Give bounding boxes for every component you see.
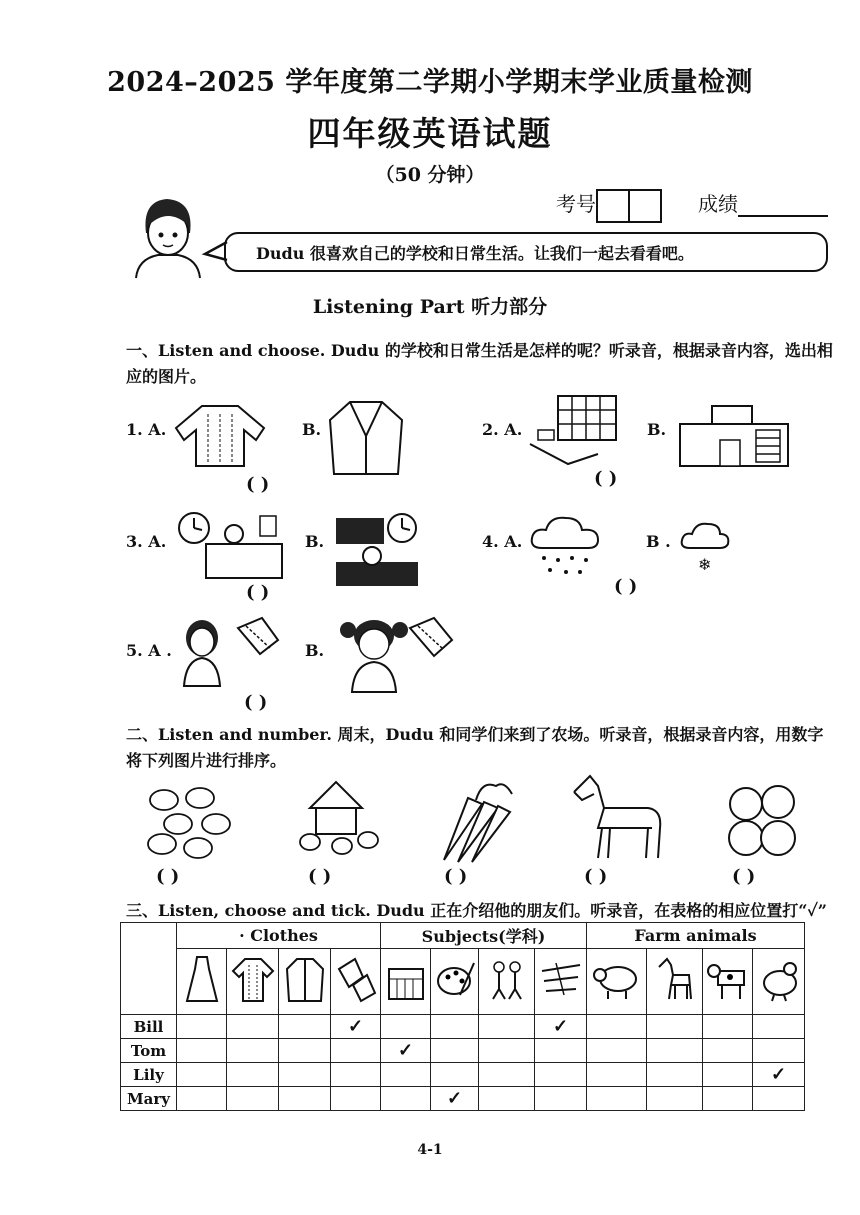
tick-cell[interactable]: [279, 1087, 331, 1111]
tick-cell[interactable]: [331, 1063, 381, 1087]
table-corner: [121, 923, 177, 1015]
dudu-boy-icon: [132, 193, 202, 278]
part2-answer-5[interactable]: ( ): [732, 866, 756, 887]
cow-icon: [703, 949, 753, 1015]
group-farm-animals: Farm animals: [587, 923, 805, 949]
girl-short-hair-icon: [176, 614, 282, 688]
tick-cell[interactable]: [703, 1063, 753, 1087]
row-name: Tom: [121, 1039, 177, 1063]
tick-cell[interactable]: [753, 1015, 805, 1039]
tick-cell[interactable]: [177, 1039, 227, 1063]
tick-cell[interactable]: ✓: [431, 1087, 479, 1111]
jacket-icon: [279, 949, 331, 1015]
tick-cell[interactable]: [331, 1039, 381, 1063]
q2-label: 2. A.: [482, 420, 523, 439]
part2-answer-1[interactable]: ( ): [156, 866, 180, 887]
science-icon: [535, 949, 587, 1015]
jacket-icon: [326, 396, 406, 478]
pe-icon: [479, 949, 535, 1015]
listening-part-title: Listening Part 听力部分: [312, 296, 548, 318]
hen-icon: [753, 949, 805, 1015]
table-row: [121, 1039, 805, 1063]
rainy-cloud-icon: [528, 514, 602, 580]
row-name: Mary: [121, 1087, 177, 1111]
table-row: [121, 1063, 805, 1087]
dress-icon: [177, 949, 227, 1015]
snowy-cloud-icon: [680, 518, 730, 574]
tick-cell[interactable]: [587, 1063, 647, 1087]
tick-cell[interactable]: [479, 1087, 535, 1111]
tick-cell[interactable]: ✓: [753, 1063, 805, 1087]
tick-cell[interactable]: [279, 1039, 331, 1063]
horse-icon: [647, 949, 703, 1015]
q3-b: B.: [305, 532, 325, 551]
friends-table: [120, 922, 805, 1111]
exam-duration: （50 分钟）: [375, 164, 485, 186]
q3-answer[interactable]: ( ): [246, 582, 270, 603]
score-field[interactable]: [698, 188, 828, 217]
tick-cell[interactable]: [587, 1087, 647, 1111]
sheep-flock-icon: [142, 778, 238, 862]
tick-cell[interactable]: [279, 1063, 331, 1087]
tick-cell[interactable]: [703, 1087, 753, 1111]
exam-title: 2024–2025 学年度第二学期小学期末学业质量检测: [107, 67, 753, 98]
q1-answer[interactable]: ( ): [246, 474, 270, 495]
part2-instruction: 二、Listen and number. 周末，Dudu 和同学们来到了农场。听录音，根据录音内容，用数字将下列图片进行排序。: [126, 725, 824, 770]
exam-subtitle: 四年级英语试题: [307, 114, 553, 153]
part2-answer-3[interactable]: ( ): [444, 866, 468, 887]
tick-cell[interactable]: [177, 1015, 227, 1039]
part2-answer-2[interactable]: ( ): [308, 866, 332, 887]
table-row: [121, 1015, 805, 1039]
row-name: Bill: [121, 1015, 177, 1039]
tick-cell[interactable]: [535, 1039, 587, 1063]
q4-label: 4. A.: [482, 532, 523, 551]
score-label: 成绩: [698, 192, 738, 216]
q4-answer[interactable]: ( ): [614, 576, 638, 597]
music-icon: [381, 949, 431, 1015]
hen-house-icon: [296, 778, 382, 858]
tick-cell[interactable]: [647, 1063, 703, 1087]
group-subjects: Subjects(学科): [381, 923, 587, 949]
library-icon: [528, 394, 620, 468]
tick-cell[interactable]: [227, 1087, 279, 1111]
school-building-icon: [676, 400, 792, 468]
tick-cell[interactable]: [703, 1039, 753, 1063]
tick-cell[interactable]: [647, 1039, 703, 1063]
tick-cell[interactable]: [753, 1087, 805, 1111]
table-row: [121, 1087, 805, 1111]
sheep-icon: [587, 949, 647, 1015]
part2-answer-4[interactable]: ( ): [584, 866, 608, 887]
q4-b: B .: [646, 532, 671, 551]
tick-cell[interactable]: [587, 1015, 647, 1039]
sweater-icon: [227, 949, 279, 1015]
horse-icon: [568, 772, 668, 862]
q1-b: B.: [302, 420, 322, 439]
part1-instruction: 一、Listen and choose. Dudu 的学校和日常生活是怎样的呢？听录音，根据录音内容，选出相应的图片。: [126, 341, 833, 386]
q5-answer[interactable]: ( ): [244, 692, 268, 713]
svg-text:❄: ❄: [698, 555, 712, 574]
q5-label: 5. A .: [126, 641, 172, 660]
tick-cell[interactable]: [587, 1039, 647, 1063]
q5-b: B.: [305, 641, 325, 660]
tick-cell[interactable]: [647, 1015, 703, 1039]
exam-number-label: 考号: [556, 192, 596, 216]
tick-cell[interactable]: [381, 1063, 431, 1087]
tick-cell[interactable]: [479, 1015, 535, 1039]
tick-cell[interactable]: [703, 1015, 753, 1039]
tomatoes-icon: [726, 776, 800, 862]
tick-cell[interactable]: [431, 1039, 479, 1063]
sweater-icon: [172, 400, 268, 470]
tick-cell[interactable]: [381, 1087, 431, 1111]
carrots-icon: [438, 778, 518, 864]
tick-cell[interactable]: [753, 1039, 805, 1063]
girl-pigtails-icon: [338, 614, 456, 694]
tick-cell[interactable]: [535, 1063, 587, 1087]
tick-cell[interactable]: [331, 1087, 381, 1111]
morning-clock-icon: [176, 510, 284, 584]
tick-cell[interactable]: [431, 1015, 479, 1039]
tick-cell[interactable]: ✓: [535, 1015, 587, 1039]
exam-number-field[interactable]: [556, 188, 662, 223]
exam-number-box-2[interactable]: [630, 189, 662, 223]
row-name: Lily: [121, 1063, 177, 1087]
exam-number-box-1[interactable]: [596, 189, 630, 223]
dudu-speech-bubble: Dudu 很喜欢自己的学校和日常生活。让我们一起去看看吧。: [224, 232, 828, 272]
tick-cell[interactable]: [647, 1087, 703, 1111]
tick-cell[interactable]: [479, 1039, 535, 1063]
tick-cell[interactable]: [177, 1087, 227, 1111]
q3-label: 3. A.: [126, 532, 167, 551]
q2-answer[interactable]: ( ): [594, 468, 618, 489]
q2-b: B.: [647, 420, 667, 439]
page-number: 4-1: [417, 1142, 443, 1158]
tick-cell[interactable]: [381, 1015, 431, 1039]
tick-cell[interactable]: [431, 1063, 479, 1087]
tick-cell[interactable]: [535, 1087, 587, 1111]
tick-cell[interactable]: [479, 1063, 535, 1087]
evening-clock-icon: [334, 512, 420, 588]
tick-cell[interactable]: [279, 1015, 331, 1039]
tick-cell[interactable]: [227, 1039, 279, 1063]
group-clothes: · Clothes: [177, 923, 381, 949]
gloves-icon: [331, 949, 381, 1015]
q1-label: 1. A.: [126, 420, 167, 439]
tick-cell[interactable]: [227, 1063, 279, 1087]
tick-cell[interactable]: ✓: [331, 1015, 381, 1039]
tick-cell[interactable]: [177, 1063, 227, 1087]
tick-cell[interactable]: ✓: [381, 1039, 431, 1063]
part3-instruction: 三、Listen, choose and tick. Dudu 正在介绍他的朋友们。听录音，在表格的相应位置打“✓”: [126, 901, 827, 920]
art-palette-icon: [431, 949, 479, 1015]
tick-cell[interactable]: [227, 1015, 279, 1039]
score-blank[interactable]: [738, 193, 828, 217]
